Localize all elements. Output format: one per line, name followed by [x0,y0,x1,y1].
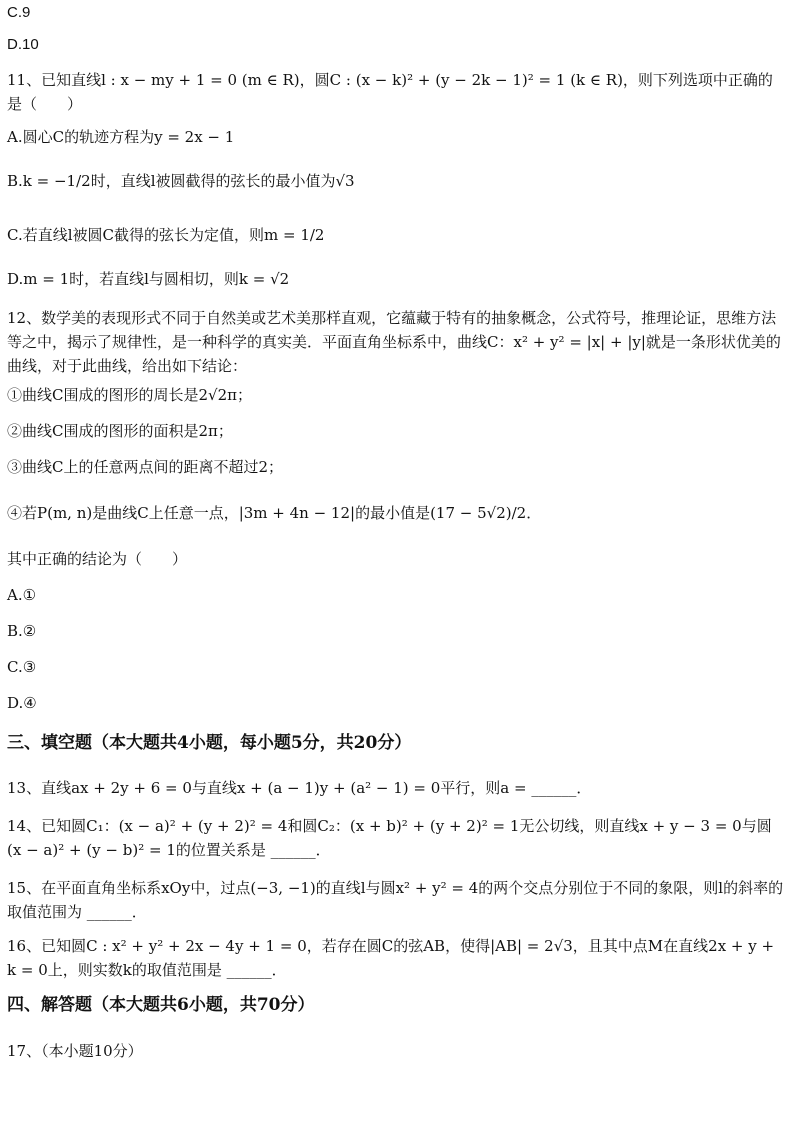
question-17: 17、（本小题10分） [7,1042,143,1060]
section-3-heading: 三、填空题（本大题共4小题，每小题5分，共20分） [7,733,412,753]
question-14: 14、已知圆C₁：(x − a)² + (y + 2)² = 4和圆C₂：(x + b)² + (y + 2)² = 1无公切线，则直线x + y − 3 = 0与圆(x − a)² + (y − b)² = 1的位置关系是 ______． [7,817,772,859]
section-4-heading: 四、解答题（本大题共6小题，共70分） [7,995,315,1015]
question-12: 12、数学美的表现形式不同于自然美或艺术美那样直观，它蕴藏于特有的抽象概念，公式符号，推理论证，思维方法等之中，揭示了规律性，是一种科学的真实美．平面直角坐标系中，曲线C：x² + y² = |x| + |y|就是一条形状优美的曲线，对于此曲线，给出如下结论： [7,309,781,375]
question-15: 15、在平面直角坐标系xOy中，过点(−3, −1)的直线l与圆x² + y² = 4的两个交点分别位于不同的象限，则l的斜率的取值范围为 ______． [7,879,784,921]
q12-option-a: A.① [7,586,37,604]
q12-option-c: C.③ [7,658,37,676]
q12-option-b: B.② [7,622,37,640]
question-11: 11、已知直线l : x − my + 1 = 0 (m ∈ R)，圆C : (x − k)² + (y − 2k − 1)² = 1 (k ∈ R)，则下列选项中正确的是（ ） [7,71,773,113]
q12-statement-2: ②曲线C围成的图形的面积是2π； [7,422,233,440]
option-c-q10: C.9 [7,4,31,21]
q11-option-b: B.k = −1/2时，直线l被圆截得的弦长的最小值为√3 [7,172,355,190]
q12-prompt: 其中正确的结论为（ ） [7,550,188,568]
q12-statement-3: ③曲线C上的任意两点间的距离不超过2； [7,458,284,476]
q12-option-d: D.④ [7,694,37,712]
q12-statement-1: ①曲线C围成的图形的周长是2√2π； [7,386,252,404]
q12-statement-4: ④若P(m, n)是曲线C上任意一点，|3m + 4n − 12|的最小值是(17 − 5√2)/2． [7,504,542,522]
question-13: 13、直线ax + 2y + 6 = 0与直线x + (a − 1)y + (a² − 1) = 0平行，则a = ______． [7,779,592,797]
question-16: 16、已知圆C : x² + y² + 2x − 4y + 1 = 0，若存在圆C的弦AB，使得|AB| = 2√3，且其中点M在直线2x + y + k = 0上，则实数k的取值范围是 ______． [7,937,775,979]
q11-option-c: C.若直线l被圆C截得的弦长为定值，则m = 1/2 [7,226,325,244]
q11-option-d: D.m = 1时，若直线l与圆相切，则k = √2 [7,270,290,288]
option-d-q10: D.10 [7,36,39,53]
q11-option-a: A.圆心C的轨迹方程为y = 2x − 1 [7,128,235,146]
